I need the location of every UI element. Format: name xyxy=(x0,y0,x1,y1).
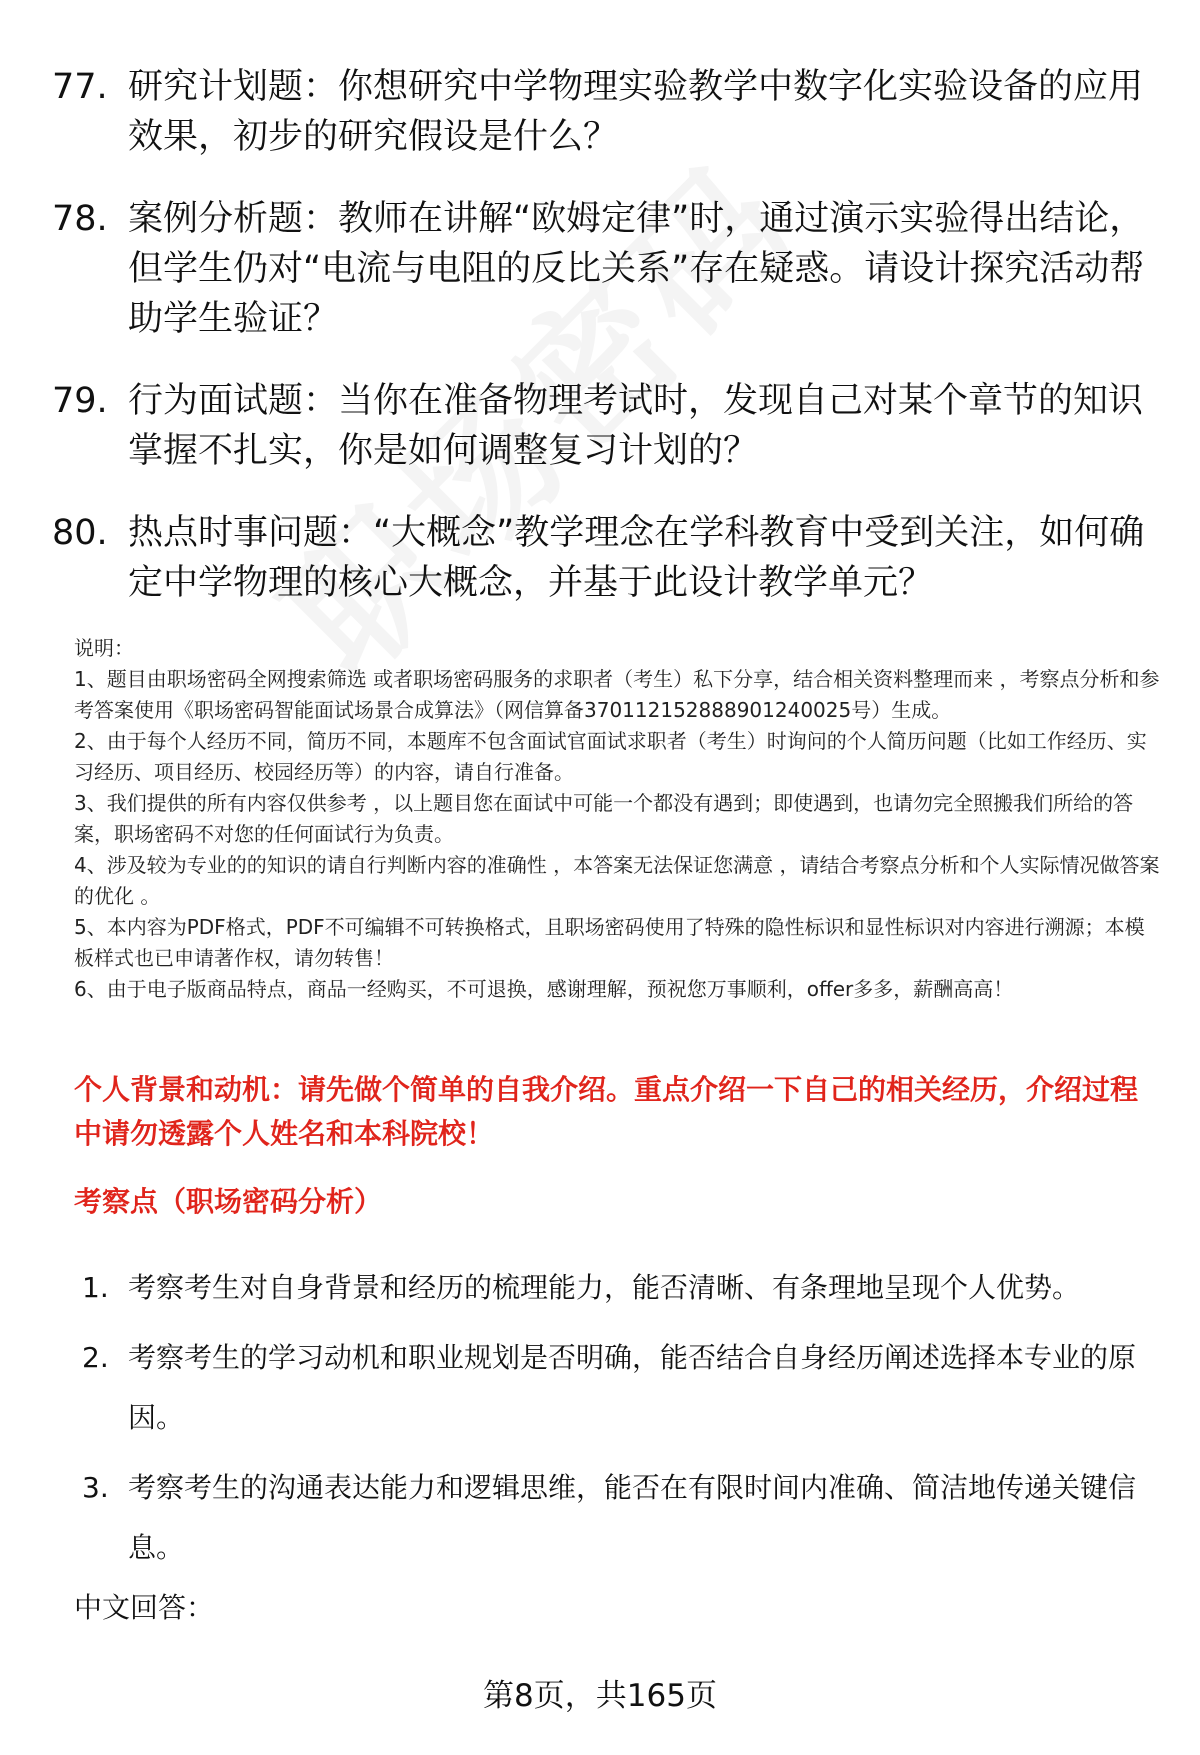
question-text: 研究计划题：你想研究中学物理实验教学中数字化实验设备的应用效果，初步的研究假设是什么？ xyxy=(128,67,1144,157)
point-text: 考察考生的沟通表达能力和逻辑思维，能否在有限时间内准确、简洁地传递关键信息。 xyxy=(128,1471,1137,1564)
note-item: 3、我们提供的所有内容仅供参考 ，以上题目您在面试中可能一个都没有遇到；即使遇到，也请勿完全照搬我们所给的答案，职场密码不对您的任何面试行为负责。 xyxy=(74,791,1134,846)
question-number: 80. xyxy=(52,513,108,553)
analysis-point xyxy=(82,1258,1162,1318)
section-heading: 个人背景和动机：请先做个简单的自我介绍。重点介绍一下自己的相关经历，介绍过程中请勿透露个人姓名和本科院校！ xyxy=(74,1073,1139,1150)
question-item xyxy=(52,194,1152,344)
analysis-points xyxy=(82,1258,1162,1588)
point-number: 2. xyxy=(82,1341,109,1374)
question-number: 77. xyxy=(52,67,108,107)
question-list xyxy=(52,62,1152,640)
note-item: 2、由于每个人经历不同，简历不同，本题库不包含面试官面试求职者（考生）时询问的个人简历问题（比如工作经历、实习经历、项目经历、校园经历等）的内容，请自行准备。 xyxy=(74,729,1147,784)
point-number: 1. xyxy=(82,1271,109,1304)
analysis-point xyxy=(82,1458,1162,1578)
notes-title: 说明： xyxy=(74,636,134,660)
note-item: 1、题目由职场密码全网搜索筛选 或者职场密码服务的求职者（考生）私下分享，结合相关资料整理而来 ，考察点分析和参考答案使用《职场密码智能面试场景合成算法》（网信算备370112152888901240025号）生成。 xyxy=(74,667,1160,722)
question-number: 78. xyxy=(52,199,108,239)
disclaimer-notes xyxy=(74,633,1164,1005)
page-footer: 第8页，共165页 xyxy=(483,1678,717,1714)
note-item: 6、由于电子版商品特点，商品一经购买，不可退换，感谢理解，预祝您万事顺利，offer多多，薪酬高高！ xyxy=(74,977,1014,1001)
question-text: 热点时事问题：“大概念”教学理念在学科教育中受到关注，如何确定中学物理的核心大概念，并基于此设计教学单元？ xyxy=(128,513,1145,603)
note-item: 4、涉及较为专业的的知识的请自行判断内容的准确性 ，本答案无法保证您满意 ，请结合考察点分析和个人实际情况做答案的优化 。 xyxy=(74,853,1160,908)
question-item xyxy=(52,508,1152,608)
point-number: 3. xyxy=(82,1471,109,1504)
analysis-subheading: 考察点（职场密码分析） xyxy=(74,1185,383,1218)
point-text: 考察考生的学习动机和职业规划是否明确，能否结合自身经历阐述选择本专业的原因。 xyxy=(128,1341,1137,1434)
question-item xyxy=(52,62,1152,162)
note-item: 5、本内容为PDF格式，PDF不可编辑不可转换格式，且职场密码使用了特殊的隐性标识和显性标识对内容进行溯源；本模板样式也已申请著作权，请勿转售！ xyxy=(74,915,1145,970)
question-number: 79. xyxy=(52,381,108,421)
question-text: 行为面试题：当你在准备物理考试时，发现自己对某个章节的知识掌握不扎实，你是如何调整复习计划的？ xyxy=(128,381,1144,471)
question-item xyxy=(52,376,1152,476)
question-text: 案例分析题：教师在讲解“欧姆定律”时，通过演示实验得出结论，但学生仍对“电流与电阻的反比关系”存在疑惑。请设计探究活动帮助学生验证？ xyxy=(128,199,1145,339)
analysis-point xyxy=(82,1328,1162,1448)
point-text: 考察考生对自身背景和经历的梳理能力，能否清晰、有条理地呈现个人优势。 xyxy=(128,1271,1081,1304)
answer-label: 中文回答： xyxy=(74,1591,215,1624)
